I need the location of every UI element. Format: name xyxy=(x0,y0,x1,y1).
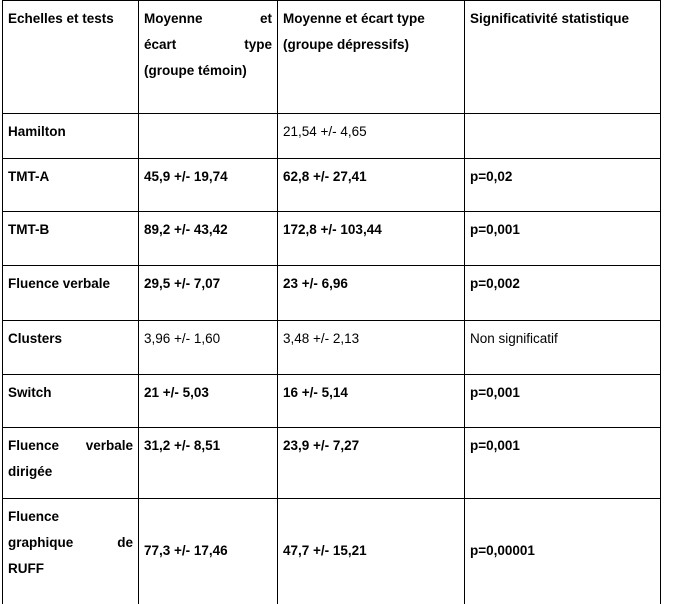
control-value: 31,2 +/- 8,51 xyxy=(139,428,278,499)
table-row xyxy=(3,428,661,499)
table-row xyxy=(3,266,661,321)
row-label: Fluence graphique de RUFF xyxy=(3,499,139,604)
significance-value: p=0,001 xyxy=(465,375,661,428)
control-value: 3,96 +/- 1,60 xyxy=(139,321,278,375)
significance-value: p=0,00001 xyxy=(465,499,661,604)
header-depressed-mean: Moyenne et écart type (groupe dépressifs) xyxy=(278,1,465,114)
table-row xyxy=(3,321,661,375)
table-row xyxy=(3,114,661,159)
control-value: 77,3 +/- 17,46 xyxy=(139,499,278,604)
row-label: Switch xyxy=(3,375,139,428)
significance-value: p=0,001 xyxy=(465,212,661,266)
depressed-value: 16 +/- 5,14 xyxy=(278,375,465,428)
row-label: Clusters xyxy=(3,321,139,375)
significance-value: Non significatif xyxy=(465,321,661,375)
depressed-value: 62,8 +/- 27,41 xyxy=(278,159,465,212)
table-row xyxy=(3,159,661,212)
significance-value: p=0,002 xyxy=(465,266,661,321)
header-significance: Significativité statistique xyxy=(465,1,661,114)
row-label: TMT-A xyxy=(3,159,139,212)
row-label: Hamilton xyxy=(3,114,139,159)
header-row xyxy=(3,1,661,114)
row-label: TMT-B xyxy=(3,212,139,266)
results-table xyxy=(2,0,661,604)
control-value: 45,9 +/- 19,74 xyxy=(139,159,278,212)
row-label: Fluence verbale dirigée xyxy=(3,428,139,499)
table-row xyxy=(3,375,661,428)
table-row xyxy=(3,499,661,604)
control-value xyxy=(139,114,278,159)
significance-value: p=0,001 xyxy=(465,428,661,499)
header-scales-tests: Echelles et tests xyxy=(3,1,139,114)
depressed-value: 23,9 +/- 7,27 xyxy=(278,428,465,499)
depressed-value: 21,54 +/- 4,65 xyxy=(278,114,465,159)
row-label: Fluence verbale xyxy=(3,266,139,321)
depressed-value: 172,8 +/- 103,44 xyxy=(278,212,465,266)
depressed-value: 47,7 +/- 15,21 xyxy=(278,499,465,604)
control-value: 89,2 +/- 43,42 xyxy=(139,212,278,266)
header-control-mean: Moyenne et écart type (groupe témoin) xyxy=(139,1,278,114)
significance-value: p=0,02 xyxy=(465,159,661,212)
depressed-value: 23 +/- 6,96 xyxy=(278,266,465,321)
table-row xyxy=(3,212,661,266)
significance-value xyxy=(465,114,661,159)
control-value: 21 +/- 5,03 xyxy=(139,375,278,428)
depressed-value: 3,48 +/- 2,13 xyxy=(278,321,465,375)
control-value: 29,5 +/- 7,07 xyxy=(139,266,278,321)
